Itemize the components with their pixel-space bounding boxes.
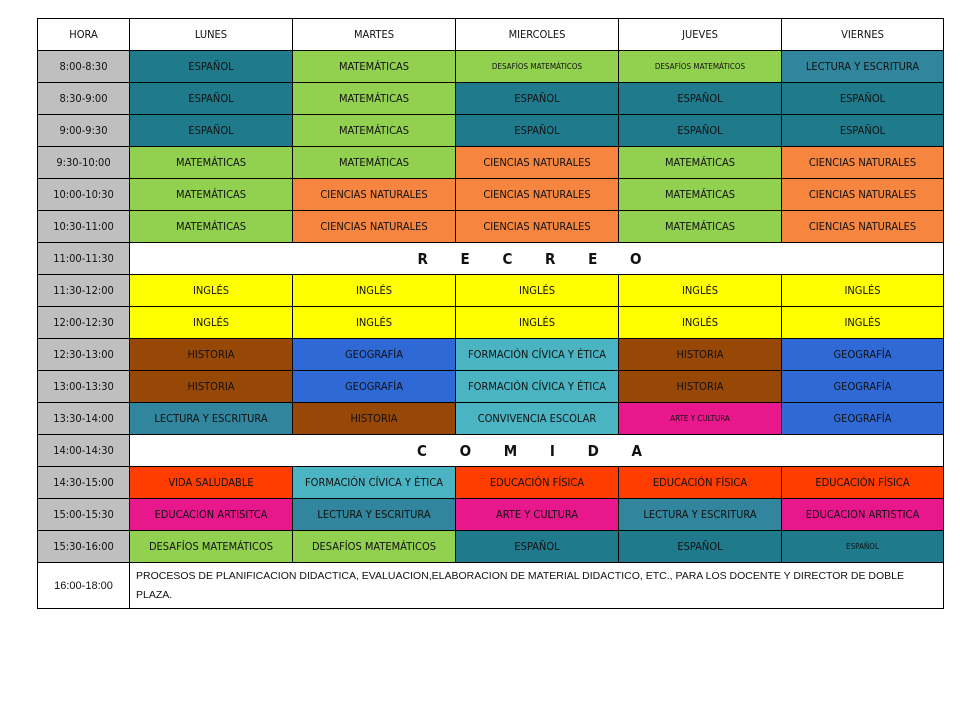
subject-cell: INGLÉS bbox=[782, 307, 944, 339]
header-hora: HORA bbox=[38, 19, 130, 51]
subject-cell: INGLÉS bbox=[456, 307, 619, 339]
subject-cell: GEOGRAFÍA bbox=[782, 403, 944, 435]
class-schedule-table bbox=[37, 18, 944, 609]
subject-cell: MATEMÁTICAS bbox=[293, 51, 456, 83]
subject-cell: ESPAÑOL bbox=[619, 83, 782, 115]
header-lunes: LUNES bbox=[130, 19, 293, 51]
subject-cell: MATEMÁTICAS bbox=[130, 147, 293, 179]
schedule-row bbox=[38, 563, 944, 609]
schedule-row bbox=[38, 51, 944, 83]
subject-cell: LECTURA Y ESCRITURA bbox=[619, 499, 782, 531]
subject-cell: ESPAÑOL bbox=[130, 83, 293, 115]
subject-cell: INGLÉS bbox=[293, 275, 456, 307]
time-slot: 11:00-11:30 bbox=[38, 243, 130, 275]
time-slot: 15:00-15:30 bbox=[38, 499, 130, 531]
schedule-row bbox=[38, 339, 944, 371]
subject-cell: GEOGRAFÍA bbox=[293, 339, 456, 371]
subject-cell: MATEMÁTICAS bbox=[293, 147, 456, 179]
time-slot: 15:30-16:00 bbox=[38, 531, 130, 563]
subject-cell: FORMACIÓN CÍVICA Y ÉTICA bbox=[456, 371, 619, 403]
header-martes: MARTES bbox=[293, 19, 456, 51]
subject-cell: DESAFÍOS MATEMÁTICOS bbox=[456, 51, 619, 83]
subject-cell: EDUCACIÓN FÍSICA bbox=[456, 467, 619, 499]
subject-cell: DESAFÍOS MATEMÁTICOS bbox=[619, 51, 782, 83]
subject-cell: MATEMÁTICAS bbox=[293, 83, 456, 115]
schedule-row bbox=[38, 531, 944, 563]
header-jueves: JUEVES bbox=[619, 19, 782, 51]
schedule-row bbox=[38, 275, 944, 307]
subject-cell: EDUCACION ARTISTICA bbox=[782, 499, 944, 531]
subject-cell: HISTORIA bbox=[130, 371, 293, 403]
subject-cell: CIENCIAS NATURALES bbox=[456, 179, 619, 211]
subject-cell: ARTE Y CULTURA bbox=[619, 403, 782, 435]
schedule-row bbox=[38, 307, 944, 339]
subject-cell: EDUCACIÓN FÍSICA bbox=[782, 467, 944, 499]
subject-cell: FORMACIÓN CÍVICA Y ÉTICA bbox=[456, 339, 619, 371]
subject-cell: DESAFÍOS MATEMÁTICOS bbox=[130, 531, 293, 563]
schedule-row bbox=[38, 371, 944, 403]
schedule-row bbox=[38, 179, 944, 211]
subject-cell: CIENCIAS NATURALES bbox=[782, 179, 944, 211]
schedule-row bbox=[38, 115, 944, 147]
subject-cell: CIENCIAS NATURALES bbox=[293, 211, 456, 243]
subject-cell: ESPAÑOL bbox=[619, 531, 782, 563]
subject-cell: LECTURA Y ESCRITURA bbox=[130, 403, 293, 435]
time-slot: 16:00-18:00 bbox=[38, 563, 130, 609]
time-slot: 12:00-12:30 bbox=[38, 307, 130, 339]
subject-cell: MATEMÁTICAS bbox=[130, 179, 293, 211]
subject-cell: ESPAÑOL bbox=[782, 115, 944, 147]
time-slot: 11:30-12:00 bbox=[38, 275, 130, 307]
subject-cell: ESPAÑOL bbox=[456, 83, 619, 115]
subject-cell: INGLÉS bbox=[456, 275, 619, 307]
subject-cell: INGLÉS bbox=[130, 275, 293, 307]
schedule-row bbox=[38, 83, 944, 115]
time-slot: 9:30-10:00 bbox=[38, 147, 130, 179]
schedule-row bbox=[38, 467, 944, 499]
subject-cell: HISTORIA bbox=[130, 339, 293, 371]
time-slot: 14:00-14:30 bbox=[38, 435, 130, 467]
planning-note: PROCESOS DE PLANIFICACION DIDACTICA, EVALUACION,ELABORACION DE MATERIAL DIDACTICO, ETC., PARA LOS DOCENTE Y DIRECTOR DE DOBLE PLAZA. bbox=[130, 563, 944, 609]
time-slot: 8:30-9:00 bbox=[38, 83, 130, 115]
time-slot: 9:00-9:30 bbox=[38, 115, 130, 147]
subject-cell: ESPAÑOL bbox=[782, 83, 944, 115]
subject-cell: CONVIVENCIA ESCOLAR bbox=[456, 403, 619, 435]
subject-cell: ESPAÑOL bbox=[782, 531, 944, 563]
schedule-row bbox=[38, 243, 944, 275]
schedule-row bbox=[38, 499, 944, 531]
header-viernes: VIERNES bbox=[782, 19, 944, 51]
subject-cell: HISTORIA bbox=[293, 403, 456, 435]
header-row bbox=[38, 19, 944, 51]
schedule-row bbox=[38, 435, 944, 467]
schedule-row bbox=[38, 147, 944, 179]
time-slot: 12:30-13:00 bbox=[38, 339, 130, 371]
time-slot: 8:00-8:30 bbox=[38, 51, 130, 83]
subject-cell: ESPAÑOL bbox=[456, 531, 619, 563]
subject-cell: GEOGRAFÍA bbox=[782, 339, 944, 371]
subject-cell: INGLÉS bbox=[293, 307, 456, 339]
subject-cell: EDUCACION ARTISITCA bbox=[130, 499, 293, 531]
time-slot: 13:00-13:30 bbox=[38, 371, 130, 403]
time-slot: 14:30-15:00 bbox=[38, 467, 130, 499]
subject-cell: MATEMÁTICAS bbox=[130, 211, 293, 243]
subject-cell: DESAFÍOS MATEMÁTICOS bbox=[293, 531, 456, 563]
subject-cell: ESPAÑOL bbox=[130, 115, 293, 147]
subject-cell: MATEMÁTICAS bbox=[293, 115, 456, 147]
subject-cell: GEOGRAFÍA bbox=[782, 371, 944, 403]
subject-cell: CIENCIAS NATURALES bbox=[456, 211, 619, 243]
subject-cell: GEOGRAFÍA bbox=[293, 371, 456, 403]
time-slot: 13:30-14:00 bbox=[38, 403, 130, 435]
subject-cell: ARTE Y CULTURA bbox=[456, 499, 619, 531]
subject-cell: INGLÉS bbox=[782, 275, 944, 307]
subject-cell: ESPAÑOL bbox=[619, 115, 782, 147]
subject-cell: LECTURA Y ESCRITURA bbox=[293, 499, 456, 531]
subject-cell: VIDA SALUDABLE bbox=[130, 467, 293, 499]
subject-cell: MATEMÁTICAS bbox=[619, 211, 782, 243]
subject-cell: CIENCIAS NATURALES bbox=[782, 147, 944, 179]
subject-cell: MATEMÁTICAS bbox=[619, 147, 782, 179]
subject-cell: FORMACIÓN CÍVICA Y ÉTICA bbox=[293, 467, 456, 499]
schedule-row bbox=[38, 403, 944, 435]
subject-cell: INGLÉS bbox=[619, 307, 782, 339]
subject-cell: INGLÉS bbox=[619, 275, 782, 307]
header-miercoles: MIERCOLES bbox=[456, 19, 619, 51]
break-cell: C O M I D A bbox=[130, 435, 944, 467]
subject-cell: CIENCIAS NATURALES bbox=[456, 147, 619, 179]
subject-cell: CIENCIAS NATURALES bbox=[293, 179, 456, 211]
schedule-body bbox=[38, 19, 944, 609]
schedule-row bbox=[38, 211, 944, 243]
subject-cell: ESPAÑOL bbox=[456, 115, 619, 147]
time-slot: 10:00-10:30 bbox=[38, 179, 130, 211]
subject-cell: INGLÉS bbox=[130, 307, 293, 339]
subject-cell: HISTORIA bbox=[619, 339, 782, 371]
time-slot: 10:30-11:00 bbox=[38, 211, 130, 243]
subject-cell: EDUCACIÓN FÍSICA bbox=[619, 467, 782, 499]
subject-cell: CIENCIAS NATURALES bbox=[782, 211, 944, 243]
subject-cell: LECTURA Y ESCRITURA bbox=[782, 51, 944, 83]
subject-cell: HISTORIA bbox=[619, 371, 782, 403]
break-cell: R E C R E O bbox=[130, 243, 944, 275]
subject-cell: MATEMÁTICAS bbox=[619, 179, 782, 211]
subject-cell: ESPAÑOL bbox=[130, 51, 293, 83]
